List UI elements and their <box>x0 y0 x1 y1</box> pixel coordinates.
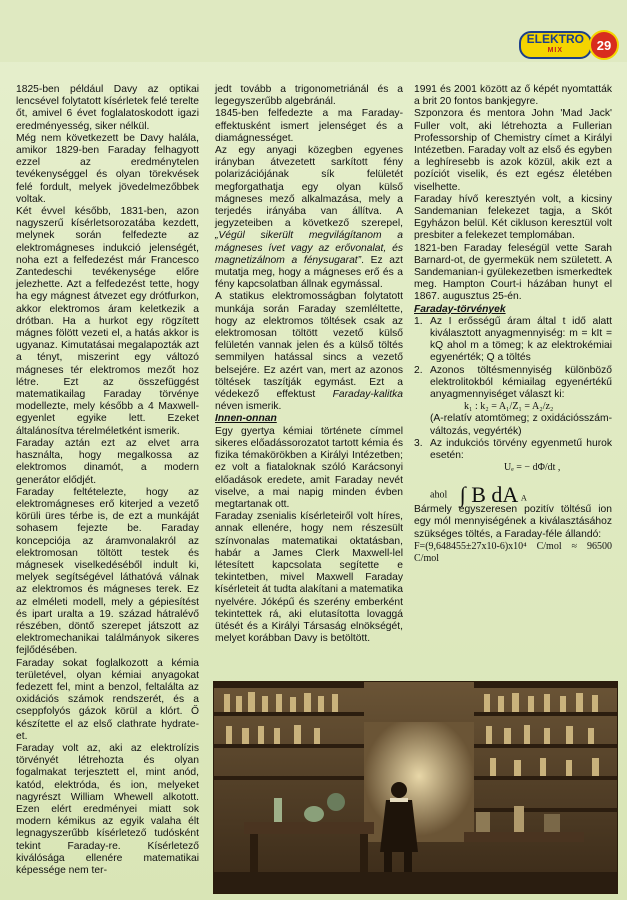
column-2 <box>215 84 403 645</box>
paragraph: Még nem következett be Davy halála, amikor 1829-ben Faraday felhagyott ezzel az eredménytelen tevékenységgel és olyan törekvések felé fordult, melyek jövedelmezőbbek voltak. <box>16 132 199 205</box>
logo-text: ELEKTRO <box>526 32 584 46</box>
paragraph <box>215 291 403 413</box>
note: (A-relatív atomtömeg; z oxidációsszám-változás, vegyérték) <box>430 413 612 437</box>
laws-list <box>414 316 612 401</box>
paragraph: 1845-ben felfedezte a ma Faraday-effektusként ismert jelenséget és a diamágnességet. <box>215 108 403 144</box>
list-item <box>414 365 612 402</box>
paragraph: Egy gyertya kémiai története címmel sikeres előadássorozatot tartott kémia és fizika témakörökben a Királyi Intézetben; ez volt a fiataloknak szóló Karácsonyi előadások eredete, amit Faraday nevét viselve, a mai napig minden évben megtartanak ott. <box>215 425 403 510</box>
laboratory-illustration <box>213 681 618 894</box>
paragraph: Faraday hívő keresztyén volt, a kicsiny Sandemanian felekezet tagja, a Skót Egyházon belül. Két cikluson keresztül volt presbiter a felekezet templomában. <box>414 193 612 242</box>
column-1 <box>16 84 199 877</box>
formula-prefix: ahol <box>430 488 448 500</box>
item-text: Azonos töltésmennyiség különböző elektrolitokból kémiailag egyenértékű anyagmennyiséget választ ki: <box>430 364 612 401</box>
quote: „Végül sikerült megvilágítanom a mágneses ívet vagy az erővonalat, és magnetizálnom a fénysugarat” <box>215 230 403 266</box>
list-item <box>414 438 612 462</box>
section-heading: Innen-onnan <box>215 413 277 425</box>
text: A statikus elektromosságban folytatott munkája során Faraday szemléltette, hogy az elektromos töltések csak az elektromosan töltött vezető külső felületén vannak jelen és a külső töltés semmilyen hatással sincs a vezető belsejére. Ez azért van, mert az azonos töltések taszítják egymást. Ezt a védekező effektust <box>215 291 403 401</box>
item-number: 2. <box>414 364 423 376</box>
text: . Ez azt mutatja meg, hogy a mágneses erő és a fény kapcsolatban állnak egymással. <box>215 254 403 291</box>
item-text: Az I erősségű áram által t idő alatt kiválasztott anyagmennyiség: m = kIt = kQ ahol m a tömeg; k az elektrokémiai egyenérték; Q a töltés <box>430 315 612 364</box>
italic-term: Faraday-kalitka <box>332 389 403 401</box>
list-item <box>414 316 612 365</box>
text: Az egy anyagi közegben egyenes irányban átvezetett sarkított fény polarizációjának sík felületét megforgathatja egy olyan külső mágneses mező alkalmazása, mely a terjedés irányába van állítva. A jegyzeteiben a következő szerepel, <box>215 145 403 230</box>
formula-equivalent: k₁ : k₂ = A₁/Z₁ = A₂/z₂ <box>464 401 554 413</box>
page-number: 29 <box>589 30 619 60</box>
paragraph: Faraday zsenialis kísérleteiről volt híres, annak ellenére, hogy nem részesült színvonalas matematikai oktatásban, habár a James Clerk Maxwell-lel létesített kapcsolata segítette e tekintetben, mivel Maxwell Faraday kísérleteit át tudta alakítani a matematika nyelvére. Jóképű és szerény emberként tekintettek rá, aki elutasította lovaggá ütését és a Királyi Társaság elnökségét, melyet korábban Davy is betöltött. <box>215 511 403 645</box>
formula-subscript: A <box>520 492 527 502</box>
formula-faraday-constant: F=(9,648455±27x10-6)x10⁴ C/mol ≈ 96500 C/mol <box>414 540 612 564</box>
section-heading: Faraday-törvények <box>414 303 506 315</box>
column-3 <box>414 84 612 565</box>
item-number: 3. <box>414 437 423 449</box>
magazine-logo <box>519 30 619 60</box>
paragraph: Faraday sokat foglalkozott a kémia területével, olyan kémiai anyagokat fedezett fel, mint a benzol, feltalálta az oxidációs számok rendszerét, és a cseppfolyós gázok körül a klórt. Ő készítette el az első clathrate hydrate-et. <box>16 657 199 742</box>
text: néven ismerik. <box>215 401 282 413</box>
formula-integral <box>414 481 612 507</box>
logo-badge <box>519 31 592 59</box>
header <box>0 0 627 62</box>
paragraph: 1821-ben Faraday feleségül vette Sarah Barnard-ot, de gyermekük nem született. A Sandemanian-i gyülekezetben ismerkedtek meg. Hampton Court-i házában hunyt el 1867. augusztus 25-én. <box>414 242 612 303</box>
item-text: Az indukciós törvény egyenmetű hurok esetén: <box>430 437 612 462</box>
formula-expression: ∫ B dA <box>459 481 519 507</box>
paragraph: Két évvel később, 1831-ben, azon nagyszerű kísérletsorozatába kezdett, melynek során felfedezte az elektromágneses indukció jelenségét, noha ezt a felfedezést már Francesco Zantedeschi tevékenysége előre jelezhette. Azt a felfedezést tette, hogy ha egy mágnest átvezet egy drótfurkon, akkor elektromos áram keletkezik a drótban. Ha a hurkot egy rögzített mágnes fölött vezeti el, a hatás akkor is ugyanaz. Kimutatásai megalapozták azt a tényt, miszerint egy változó mágneses tér elektromos mezőt hoz létre. Ezt az összefüggést matematikailag Faraday törvénye modellezte, mely később a 4 Maxwell-egyenlet egyike lett. Ezeket általánosítva térelméletként ismerik. <box>16 206 199 437</box>
laboratory-drawing <box>214 682 617 893</box>
paragraph: jedt tovább a trigonometriánál és a legegyszerűbb algebránál. <box>215 84 403 108</box>
paragraph: Faraday feltételezte, hogy az elektromágneses erő kiterjed a vezető körüli üres térbe is, de ezt a munkáját sohasem fejezte be. Faraday koncepciója az áramvonalakról az elektromosan töltött testek és mágnesek viselkedéséből indult ki, melyek segítségével láthatóvá válnak az elektromos és mágneses terek. Ez az elméleti modell, mely a gépiesítést és ipart uralta a 19. század hátralévő részében, döntő szerepet játszott az elektromechanikai találmányok sikeres fejlődésében. <box>16 486 199 657</box>
item-number: 1. <box>414 315 423 327</box>
logo-sub: MIX <box>547 47 564 54</box>
laws-list-2 <box>414 438 612 462</box>
paragraph: 1825-ben például Davy az optikai lencsével folytatott kísérletek felé terelte őt, amivel 6 évet foglalatoskodott igazi eredményesség, siker nélkül. <box>16 84 199 132</box>
paragraph: Faraday volt az, aki az elektrolízis törvényét létrehozta és olyan fogalmakat terjesztett el, mint anód, katód, elektróda, és ion, melyeket nagyrészt William Whewell alkotott. Ezen elért eredményei miatt sok modern kémikus az egyik valaha élt legnagyszerűbb kísérletező tudósként tekint Faraday-re. Kísérletező kiválósága ellenére matematikai képessége nem ter- <box>16 742 199 876</box>
paragraph: 1991 és 2001 között az ő képét nyomtatták a brit 20 fontos bankjegyre. <box>414 84 612 108</box>
paragraph: Bármely egyszeresen pozitív töltésű ion egy mól mennyiségének a kiválasztásához szükséges töltés, a Faraday-féle állandó: <box>414 504 612 540</box>
formula-induction: Uₑ = − dΦ/dt , <box>504 462 561 474</box>
paragraph: Faraday aztán ezt az elvet arra használta, hogy megalkossa az elektromos dinamót, a modern generátor elődjét. <box>16 437 199 486</box>
paragraph <box>215 145 403 291</box>
paragraph: Szponzora és mentora John 'Mad Jack' Fuller volt, aki létrehozta a Fullerian Professorship of Chemistry címet a Királyi Intézetben. Faraday volt az első és egyben a leghíresebb is azok közül, akik ezt a pozíciót viselik, és ezt egész életében viselhette. <box>414 108 612 193</box>
